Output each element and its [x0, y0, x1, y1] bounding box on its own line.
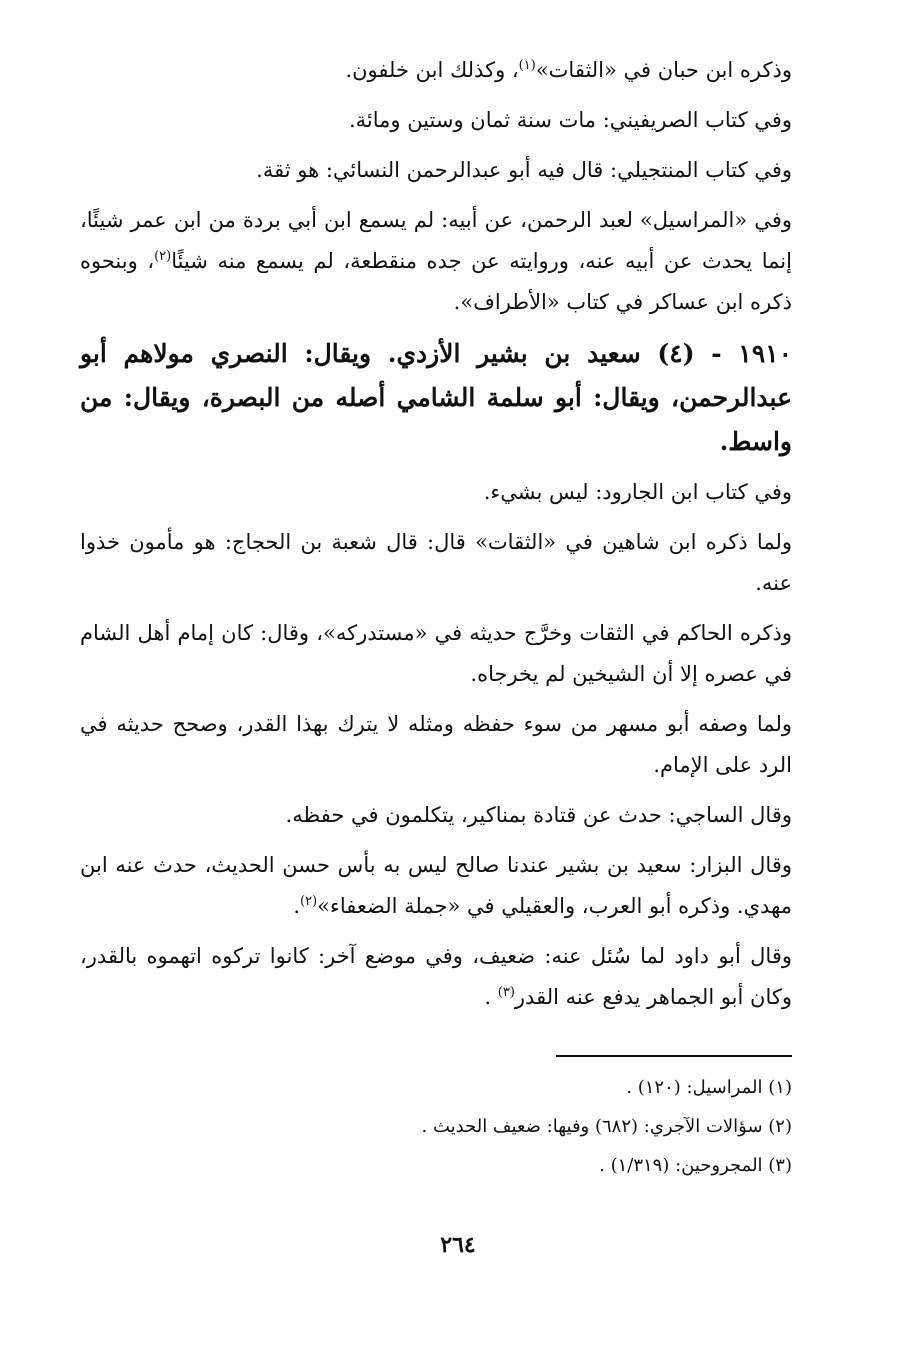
page-body — [80, 50, 792, 1027]
paragraph-hakim: وذكره الحاكم في الثقات وخرَّج حديثه في «مستدركه»، وقال: كان إمام أهل الشام في عصره إلا أن الشيخين لم يخرجاه. — [80, 621, 792, 686]
page-number: ٢٦٤ — [440, 1232, 476, 1258]
paragraph-abu-mushir: ولما وصفه أبو مسهر من سوء حفظه ومثله لا يترك بهذا القدر، وصحح حديثه في الرد على الإمام. — [80, 712, 792, 777]
paragraph-saji: وقال الساجي: حدث عن قتادة بمناكير، يتكلمون في حفظه. — [285, 803, 792, 827]
footnote-separator — [556, 1055, 792, 1057]
paragraph-sarifini: وفي كتاب الصريفيني: مات سنة ثمان وستين ومائة. — [348, 108, 792, 132]
footnote-ref-3: (٣) — [497, 985, 515, 1000]
paragraph-abu-dawud: وقال أبو داود لما سُئل عنه: ضعيف، وفي موضع آخر: كانوا تركوه اتهموه بالقدر، وكان أبو الجماهر يدفع عنه القدر$^{(٣)}$ . — [80, 944, 792, 1009]
paragraph-bazzar: وقال البزار: سعيد بن بشير عندنا صالح ليس به بأس حسن الحديث، حدث عنه ابن مهدي. وذكره أبو العرب، والعقيلي في «جملة الضعفاء»$^{(٢)}$. — [80, 853, 792, 918]
footnote-ref-2: (٢) — [154, 249, 172, 264]
footnote-ref-1: (١) — [518, 58, 536, 73]
paragraph-marasil: وفي «المراسيل» لعبد الرحمن، عن أبيه: لم يسمع ابن أبي بردة من ابن عمر شيئًا، إنما يحدث عن أبيه عنه، وروايته عن جده منقطعة، لم يسمع منه شيئًا$^{(٢)}$، وبنحوه ذكره ابن عساكر في كتاب «الأطراف». — [80, 208, 792, 314]
paragraph-ibn-hibban: وذكره ابن حبان في «الثقات»$^{(١)}$، وكذلك ابن خلفون. — [345, 58, 792, 82]
paragraph-ibn-shahin: ولما ذكره ابن شاهين في «الثقات» قال: قال شعبة بن الحجاج: هو مأمون خذوا عنه. — [80, 530, 792, 595]
footnote-2: (٢) سؤالات الآجري: (٦٨٢) وفيها: ضعيف الحديث . — [421, 1116, 792, 1137]
entry-heading: ١٩١٠ - (٤) سعيد بن بشير الأزدي. ويقال: النصري مولاهم أبو عبدالرحمن، ويقال: أبو سلمة الشامي أصله من البصرة، ويقال: من واسط. — [80, 339, 792, 456]
footnote-ref-2b: (٢) — [300, 894, 318, 909]
footnote-3: (٣) المجروحين: (١/٣١٩) . — [599, 1155, 792, 1176]
footnotes — [192, 1070, 792, 1187]
footnote-1: (١) المراسيل: (١٢٠) . — [626, 1077, 792, 1098]
paragraph-ibn-jarud: وفي كتاب ابن الجارود: ليس بشيء. — [483, 480, 792, 504]
paragraph-muntajili: وفي كتاب المنتجيلي: قال فيه أبو عبدالرحمن النسائي: هو ثقة. — [256, 158, 792, 182]
